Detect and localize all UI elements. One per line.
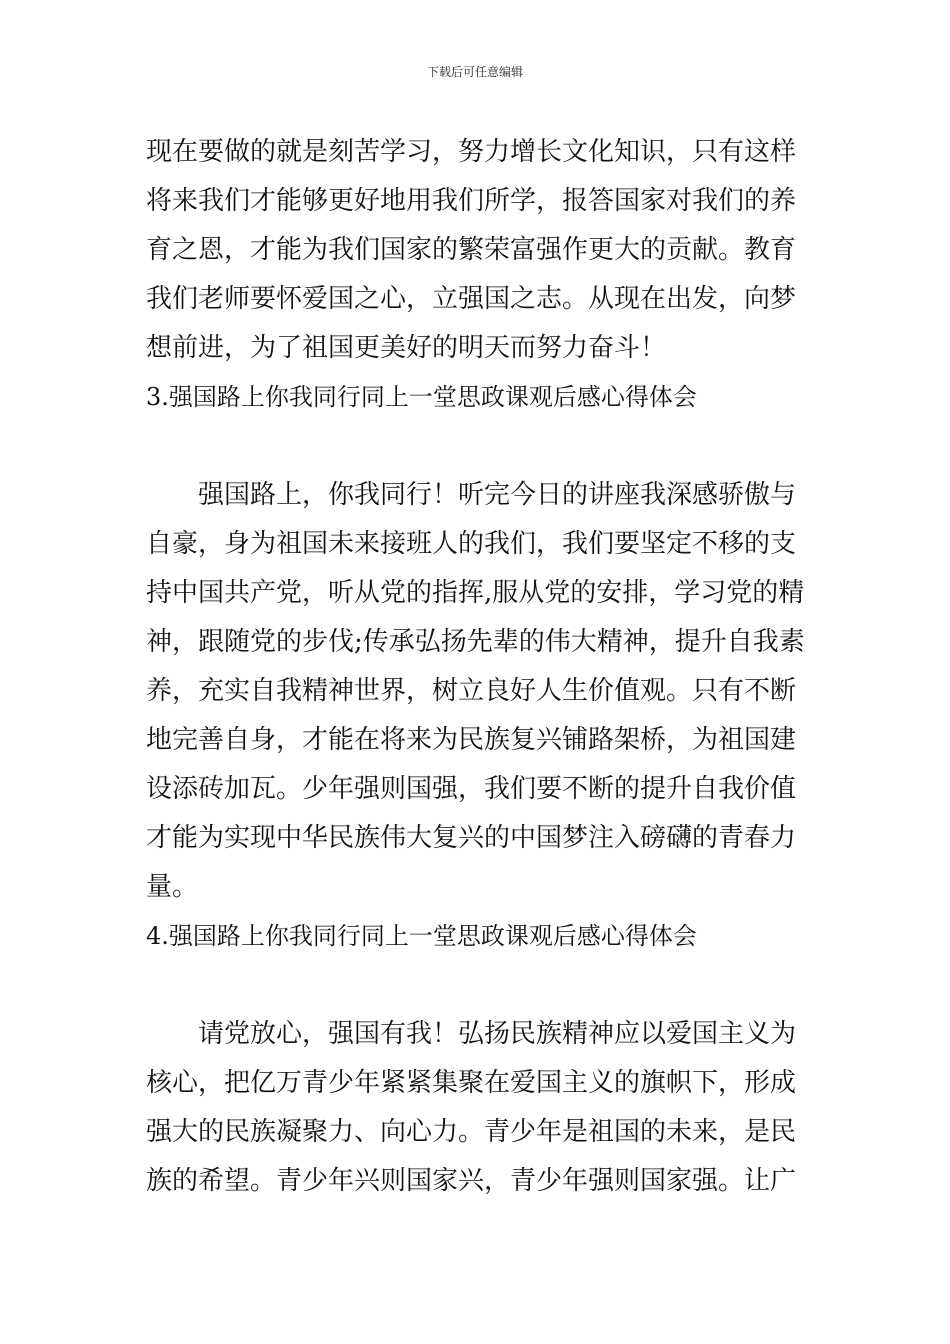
paragraph-3 [146, 1010, 806, 1206]
spacer [146, 961, 806, 1010]
paragraph-line: 将来我们才能够更好地用我们所学，报答国家对我们的养 [146, 186, 797, 216]
section-heading-4: 4.强国路上你我同行同上一堂思政课观后感心得体会 [146, 922, 697, 950]
paragraph-line: 持中国共产党，听从党的指挥,服从党的安排，学习党的精 [146, 578, 805, 608]
paragraph-line: 地完善自身，才能在将来为民族复兴铺路架桥，为祖国建 [146, 725, 797, 755]
paragraph-line: 现在要做的就是刻苦学习，努力增长文化知识，只有这样 [146, 137, 797, 167]
paragraph-line: 神，跟随党的步伐;传承弘扬先辈的伟大精神，提升自我素 [146, 627, 805, 657]
paragraph-line: 请党放心，强国有我！弘扬民族精神应以爱国主义为 [146, 1019, 797, 1049]
paragraph-line: 想前进，为了祖国更美好的明天而努力奋斗！ [146, 333, 667, 363]
paragraph-line: 我们老师要怀爱国之心，立强国之志。从现在出发，向梦 [146, 284, 797, 314]
paragraph-line: 量。 [146, 872, 199, 902]
paragraph-1 [146, 128, 806, 373]
paragraph-line: 育之恩，才能为我们国家的繁荣富强作更大的贡献。教育 [146, 235, 797, 265]
paragraph-line: 设添砖加瓦。少年强则国强，我们要不断的提升自我价值 [146, 774, 797, 804]
paragraph-line: 自豪，身为祖国未来接班人的我们，我们要坚定不移的支 [146, 529, 797, 559]
paragraph-line: 才能为实现中华民族伟大复兴的中国梦注入磅礴的青春力 [146, 823, 797, 853]
paragraph-line: 族的希望。青少年兴则国家兴，青少年强则国家强。让广 [146, 1166, 797, 1196]
paragraph-line: 强大的民族凝聚力、向心力。青少年是祖国的未来，是民 [146, 1117, 797, 1147]
section-heading-3: 3.强国路上你我同行同上一堂思政课观后感心得体会 [146, 383, 697, 411]
paragraph-line: 核心，把亿万青少年紧紧集聚在爱国主义的旗帜下，形成 [146, 1068, 797, 1098]
paragraph-line: 养，充实自我精神世界，树立良好人生价值观。只有不断 [146, 676, 797, 706]
page-header: 下载后可任意编辑 [426, 65, 523, 79]
spacer [146, 422, 806, 471]
paragraph-line: 强国路上，你我同行！听完今日的讲座我深感骄傲与 [146, 480, 797, 510]
paragraph-2 [146, 471, 806, 912]
document-body [146, 128, 806, 1206]
